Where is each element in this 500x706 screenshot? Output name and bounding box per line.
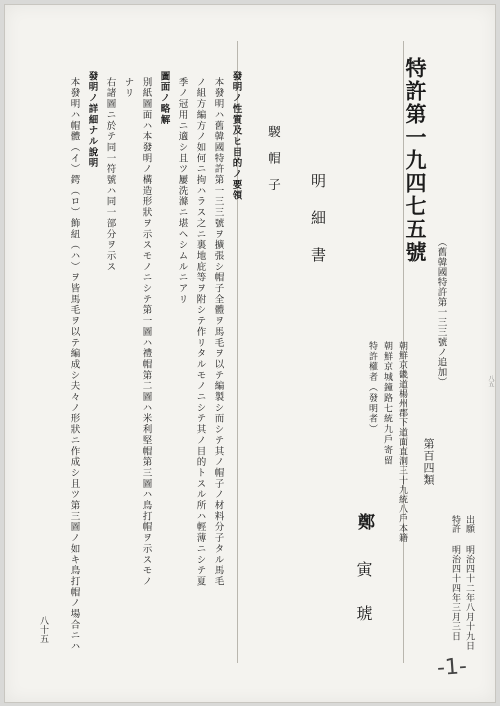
purpose-line: 本發明ハ舊韓國特許第一三三號ヲ擴張シ帽子全體ヲ馬毛ヲ以テ編製シ而シテ其ノ帽子ノ材料分子タル馬毛 <box>212 77 224 587</box>
granted-label: 特許 <box>450 515 460 533</box>
inventor-surname: 鄭 <box>354 513 374 530</box>
patentee-label: 特許權者（發明者） <box>367 341 377 435</box>
patent-subtitle: （舊韓國特許第一三三號ノ追加） <box>435 237 447 387</box>
filed-date: 明治四十二年八月十九日 <box>464 545 474 651</box>
section-heading-detail: 發明ノ詳細ナル說明 <box>86 71 98 169</box>
item-name: 騣帽子 <box>266 125 282 205</box>
filed-label: 出願 <box>464 515 474 533</box>
address-domicile: 朝鮮京畿道楊州郡下道面直洞三十九統八戶本籍 <box>397 341 407 543</box>
patent-class: 第百四類 <box>422 438 435 486</box>
detail-line: 本發明ハ帽體（イ）鍔（ロ）飾紐（ハ）ヲ皆馬毛ヲ以テ編成シ夫々ノ形狀ニ作成シ且ツ第三圖ノ如キ鳥打帽ノ場合ニハ <box>68 77 80 653</box>
drawing-line: 右諸圖ニ於テ同一符號ハ同一部分ヲ示ス <box>104 77 116 273</box>
drawing-line: 別紙圖面ハ本發明ノ構造形狀ヲ示スモノニシテ第一圖ハ禮帽第二圖ハ米利堅帽第三圖ハ鳥打帽ヲ示スモノ <box>140 77 152 587</box>
page-number: 八十五 <box>38 616 48 643</box>
purpose-line: 季ノ冠用ニ適シ且ツ屢洗滌ニ堪ヘシムルニアリ <box>176 77 188 305</box>
drawing-line: ナリ <box>122 77 134 99</box>
purpose-line: ノ組方編方ノ如何ニ拘ハラス之ニ裏地庇等ヲ附シテ作リタルモノニシテ其ノ目的トスル所ハ輕薄ニシテ夏 <box>194 77 206 587</box>
patent-page <box>4 4 496 703</box>
handwritten-page-number: -1- <box>436 653 468 682</box>
patent-title: 特許第一九四七五號 <box>403 57 428 264</box>
granted-date: 明治四十四年三月三日 <box>450 545 460 641</box>
section-heading-purpose: 發明ノ性質及ヒ目的ノ要領 <box>230 71 242 202</box>
section-heading-drawings: 圖面ノ略解 <box>158 71 170 126</box>
inventor-given-name: 寅琥 <box>354 561 373 649</box>
address-residence: 朝鮮京城鐘路七統九戶寄留 <box>382 341 392 466</box>
document-title: 明細書 <box>309 173 327 284</box>
side-page-mark: 八五 <box>487 375 494 387</box>
